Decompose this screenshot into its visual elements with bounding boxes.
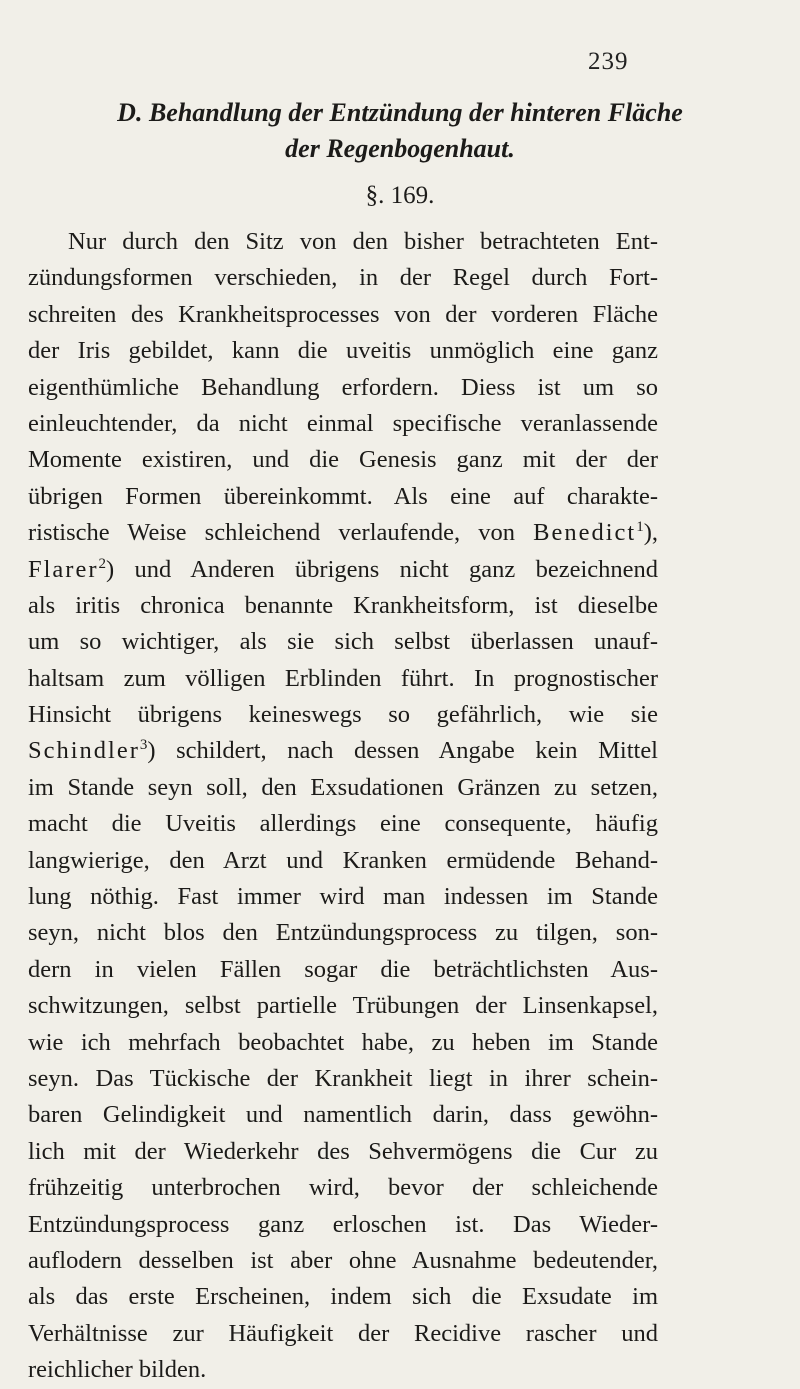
text-line: langwierige, den Arzt und Kranken ermüdende Behand-: [28, 846, 658, 874]
text-line: lung nöthig. Fast immer wird man indessen im Stande: [28, 883, 658, 911]
text-line: [28, 733, 658, 769]
author-name: Flarer: [28, 555, 99, 583]
footnote-ref: 2: [98, 555, 106, 572]
text-line: einleuchtender, da nicht einmal specifische veranlassende: [28, 409, 658, 437]
text-line: frühzeitig unterbrochen wird, bevor der schleichende: [28, 1174, 658, 1202]
text-line: als das erste Erscheinen, indem sich die Exsudate im: [28, 1283, 658, 1311]
text-line: übrigen Formen übereinkommt. Als eine auf charakte-: [28, 482, 658, 510]
text-line: haltsam zum völligen Erblinden führt. In prognostischer: [28, 664, 658, 692]
text-line: als iritis chronica benannte Krankheitsform, ist dieselbe: [28, 591, 658, 619]
text-line: Verhältnisse zur Häufigkeit der Recidive rascher und: [28, 1319, 658, 1347]
section-heading-line-2: der Regenbogenhaut.: [285, 134, 515, 163]
footnote-ref: 1: [636, 518, 644, 535]
text-line: eigenthümliche Behandlung erfordern. Diess ist um so: [28, 373, 658, 401]
text-line: Hinsicht übrigens keineswegs so gefährlich, wie sie: [28, 701, 658, 729]
text-line: [28, 515, 658, 551]
text-line: [28, 552, 658, 588]
text-line: baren Gelindigkeit und namentlich darin, dass gewöhn-: [28, 1101, 658, 1129]
text-line: macht die Uveitis allerdings eine consequente, häufig: [28, 810, 658, 838]
text-line: der Iris gebildet, kann die uveitis unmöglich eine ganz: [28, 337, 658, 365]
section-number: §. 169.: [365, 182, 435, 209]
section-heading-line-1: D. Behandlung der Entzündung der hinteren Fläche: [117, 98, 683, 127]
text-line: zündungsformen verschieden, in der Regel durch Fort-: [28, 264, 658, 292]
author-name: Benedict: [533, 519, 637, 547]
text-line: im Stande seyn soll, den Exsudationen Gränzen zu setzen,: [28, 773, 658, 801]
page-number: 239: [588, 48, 629, 75]
text-line: Entzündungsprocess ganz erloschen ist. Das Wieder-: [28, 1210, 658, 1238]
text-segment: ) schildert, nach dessen Angabe kein Mittel: [147, 737, 658, 765]
text-line: lich mit der Wiederkehr des Sehvermögens die Cur zu: [28, 1137, 658, 1165]
text-line: Momente existiren, und die Genesis ganz mit der der: [28, 446, 658, 474]
text-line: auflodern desselben ist aber ohne Ausnahme bedeutender,: [28, 1246, 658, 1274]
text-segment: ristische Weise schleichend verlaufende, von: [28, 519, 516, 547]
text-segment: ),: [643, 519, 658, 547]
text-line: seyn, nicht blos den Entzündungsprocess zu tilgen, son-: [28, 919, 658, 947]
body-paragraph: [28, 224, 658, 1389]
text-segment: ) und Anderen übrigens nicht ganz bezeichnend: [106, 555, 658, 583]
text-line: schwitzungen, selbst partielle Trübungen der Linsenkapsel,: [28, 992, 658, 1020]
text-line: wie ich mehrfach beobachtet habe, zu heben im Stande: [28, 1028, 658, 1056]
text-line: seyn. Das Tückische der Krankheit liegt in ihrer schein-: [28, 1064, 658, 1092]
text-line: schreiten des Krankheitsprocesses von der vorderen Fläche: [28, 300, 658, 328]
text-line: reichlicher bilden.: [28, 1356, 207, 1384]
text-line: dern in vielen Fällen sogar die beträchtlichsten Aus-: [28, 955, 658, 983]
footnote-ref: 3: [139, 737, 148, 754]
text-line: Nur durch den Sitz von den bisher betrachteten Ent-: [68, 228, 658, 255]
text-line: um so wichtiger, als sie sich selbst überlassen unauf-: [28, 628, 658, 656]
author-name: Schindler: [28, 737, 140, 765]
